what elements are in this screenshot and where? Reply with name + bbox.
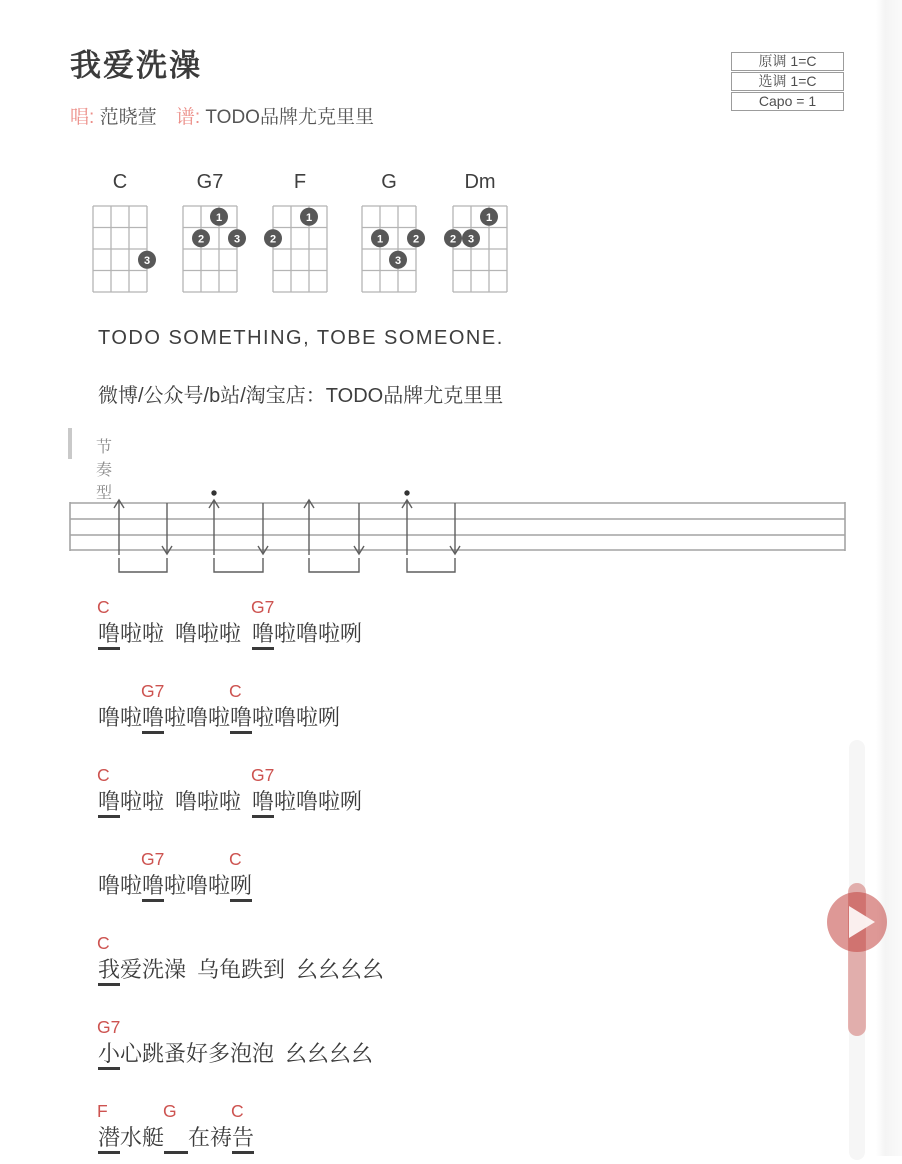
lyric-char: 我 C xyxy=(98,956,120,986)
chord-annotation: G7 xyxy=(141,849,165,869)
lyric-char: 洗 xyxy=(142,957,165,982)
lyric-char: 啦 xyxy=(208,705,231,730)
lyric-char: 噜 xyxy=(175,789,198,814)
lyric-char: 幺 xyxy=(296,957,319,982)
lyric-gap xyxy=(163,1101,188,1154)
section-marker-bar xyxy=(68,428,72,459)
lyric-line-4 xyxy=(98,850,252,912)
lyric-line-1 xyxy=(98,598,362,660)
chord-annotation: C xyxy=(97,597,110,617)
chord-annotation: C xyxy=(231,1101,244,1121)
scorer-label: 谱: xyxy=(175,107,201,128)
lyric-line-7 xyxy=(98,1102,254,1164)
lyric-char: 咧 xyxy=(318,705,341,730)
chord-diagram-c xyxy=(83,170,157,307)
lyric-space xyxy=(274,1040,285,1067)
lyric-char: 幺 xyxy=(318,957,341,982)
lyric-char: 噜 G7 xyxy=(142,704,164,734)
lyric-char: 噜 G7 xyxy=(252,620,274,650)
svg-text:2: 2 xyxy=(412,233,420,246)
chord-annotation: C xyxy=(97,933,110,953)
lyric-line-3 xyxy=(98,766,362,828)
chord-diagram-dm xyxy=(443,170,517,307)
lyric-char: 噜 xyxy=(98,873,121,898)
svg-text:3: 3 xyxy=(143,254,151,267)
lyric-space xyxy=(186,956,197,983)
lyric-char: 乌 xyxy=(197,957,220,982)
lyric-char: 啦 xyxy=(252,705,275,730)
svg-text:1: 1 xyxy=(376,233,384,246)
lyric-char: 泡 xyxy=(252,1041,275,1066)
lyric-char: 啦 xyxy=(208,873,231,898)
svg-text:2: 2 xyxy=(449,233,457,246)
accent-dot xyxy=(404,490,409,495)
lyric-char: 啦 xyxy=(142,789,165,814)
lyric-char: 噜 xyxy=(186,873,209,898)
lyric-char: 泡 xyxy=(230,1041,253,1066)
beam-bracket xyxy=(407,558,455,572)
lyric-char: 噜 G7 xyxy=(142,872,164,902)
lyric-char: 在 xyxy=(188,1125,211,1150)
rhythm-staff-svg xyxy=(65,486,855,578)
lyric-char: 噜 xyxy=(296,621,319,646)
chord-annotation: C xyxy=(229,681,242,701)
fretboard-grid xyxy=(173,196,247,302)
lyric-char: 啦 xyxy=(164,873,187,898)
lyric-char: 好 xyxy=(186,1041,209,1066)
lyric-char: 跌 xyxy=(241,957,264,982)
chord-annotation: C xyxy=(229,849,242,869)
chord-annotation: C xyxy=(97,765,110,785)
chord-annotation: G7 xyxy=(251,597,275,617)
lyric-char: 爱 xyxy=(120,957,143,982)
lyric-char: 噜 C xyxy=(98,788,120,818)
key-info-box xyxy=(731,52,844,112)
lyric-char: 祷 xyxy=(210,1125,233,1150)
play-button[interactable] xyxy=(827,892,887,952)
lyric-char: 啦 xyxy=(142,621,165,646)
lyric-char: 水 xyxy=(120,1125,143,1150)
lyric-char: 龟 xyxy=(219,957,242,982)
fretboard-grid xyxy=(83,196,157,302)
credits-line xyxy=(70,102,374,129)
lyric-char: 噜 xyxy=(296,789,319,814)
selected-key-row: 选调 1=C xyxy=(731,72,844,91)
lyric-line-6 xyxy=(98,1018,373,1080)
lyric-char: 幺 xyxy=(351,1041,374,1066)
lyric-char: 啦 xyxy=(219,621,242,646)
beam-bracket xyxy=(309,558,359,572)
play-icon xyxy=(849,906,875,938)
chord-diagram-label: G7 xyxy=(196,171,224,193)
beam-bracket xyxy=(214,558,263,572)
page-title: 我爱洗澡 xyxy=(70,48,202,83)
lyric-char: 蚤 xyxy=(164,1041,187,1066)
lyric-char: 到 xyxy=(263,957,286,982)
lyric-line-5 xyxy=(98,934,384,996)
lyric-char: 艇 xyxy=(142,1125,165,1150)
lyric-char: 噜 G7 xyxy=(252,788,274,818)
chord-annotation: G7 xyxy=(141,681,165,701)
lyric-char: 噜 C xyxy=(230,704,252,734)
lyric-char: 啦 xyxy=(120,873,143,898)
svg-text:1: 1 xyxy=(215,211,223,224)
chord-annotation: G7 xyxy=(97,1017,121,1037)
chord-diagram-label: F xyxy=(293,171,307,193)
chord-diagram-label: C xyxy=(112,171,128,193)
scorer-name: TODO品牌尤克里里 xyxy=(205,107,374,128)
svg-text:3: 3 xyxy=(467,233,475,246)
lyric-space xyxy=(241,620,252,647)
slogan-text: TODO SOMETHING, TOBE SOMEONE. xyxy=(98,327,504,349)
chord-diagram-label: Dm xyxy=(464,171,496,193)
lyric-char: 啦 xyxy=(296,705,319,730)
lyric-char: 啦 xyxy=(274,789,297,814)
lyric-char: 幺 xyxy=(329,1041,352,1066)
contact-text: 微博/公众号/b站/淘宝店：TODO品牌尤克里里 xyxy=(98,385,504,407)
chord-annotation: G7 xyxy=(251,765,275,785)
lyric-char: 潜 F xyxy=(98,1124,120,1154)
lyric-char: 咧 xyxy=(340,621,363,646)
capo-row: Capo = 1 xyxy=(731,92,844,111)
fretboard-grid xyxy=(443,196,517,302)
svg-text:1: 1 xyxy=(485,211,493,224)
lyric-char: 噜 xyxy=(175,621,198,646)
beam-bracket xyxy=(119,558,167,572)
lyric-space xyxy=(241,788,252,815)
lyric-char: 啦 xyxy=(197,789,220,814)
lyric-char: 澡 xyxy=(164,957,187,982)
section-title: 节奏型 xyxy=(96,439,113,502)
lyric-char: 咧 xyxy=(340,789,363,814)
lyric-char: 噜 xyxy=(98,705,121,730)
lyric-space xyxy=(285,956,296,983)
chord-annotation: F xyxy=(97,1101,108,1121)
original-key-row: 原调 1=C xyxy=(731,52,844,71)
lyric-char: 小 G7 xyxy=(98,1040,120,1070)
svg-text:3: 3 xyxy=(394,254,402,267)
lyric-char: 幺 xyxy=(340,957,363,982)
lyric-char: 噜 xyxy=(186,705,209,730)
chord-diagram-g xyxy=(352,170,426,307)
page-right-gutter xyxy=(876,0,902,1156)
svg-text:2: 2 xyxy=(269,233,277,246)
singer-name: 范晓萱 xyxy=(99,107,157,128)
chord-diagram-label: G xyxy=(381,171,397,193)
lyric-char: 啦 xyxy=(197,621,220,646)
lyric-char: 幺 xyxy=(285,1041,308,1066)
chord-diagram-f xyxy=(263,170,337,307)
lyric-char: 啦 xyxy=(120,705,143,730)
lyric-char: 幺 xyxy=(362,957,385,982)
accent-dot xyxy=(211,490,216,495)
lyric-char: 心 xyxy=(120,1041,143,1066)
svg-text:3: 3 xyxy=(233,233,241,246)
fretboard-grid xyxy=(263,196,337,302)
singer-label: 唱: xyxy=(70,107,95,128)
lyric-space xyxy=(164,620,175,647)
lyric-char: 啦 xyxy=(274,621,297,646)
fretboard-grid xyxy=(352,196,426,302)
lyric-char: 啦 xyxy=(120,789,143,814)
rhythm-staff xyxy=(65,486,855,583)
lyric-char: 告 C xyxy=(232,1124,254,1154)
lyric-char: 幺 xyxy=(307,1041,330,1066)
lyric-char: 咧 C xyxy=(230,872,252,902)
chord-diagram-g7 xyxy=(173,170,247,307)
lyric-space xyxy=(164,788,175,815)
svg-text:2: 2 xyxy=(197,233,205,246)
lyric-char: 多 xyxy=(208,1041,231,1066)
lyric-char: 啦 xyxy=(219,789,242,814)
chord-annotation: G xyxy=(163,1101,177,1121)
lyric-char: 啦 xyxy=(318,789,341,814)
svg-text:1: 1 xyxy=(305,211,313,224)
lyric-char: 啦 xyxy=(164,705,187,730)
lyric-char: 噜 C xyxy=(98,620,120,650)
lyric-char: 噜 xyxy=(274,705,297,730)
lyric-char: 啦 xyxy=(120,621,143,646)
lyric-char: 跳 xyxy=(142,1041,165,1066)
lyric-char: 啦 xyxy=(318,621,341,646)
lyric-line-2 xyxy=(98,682,340,744)
